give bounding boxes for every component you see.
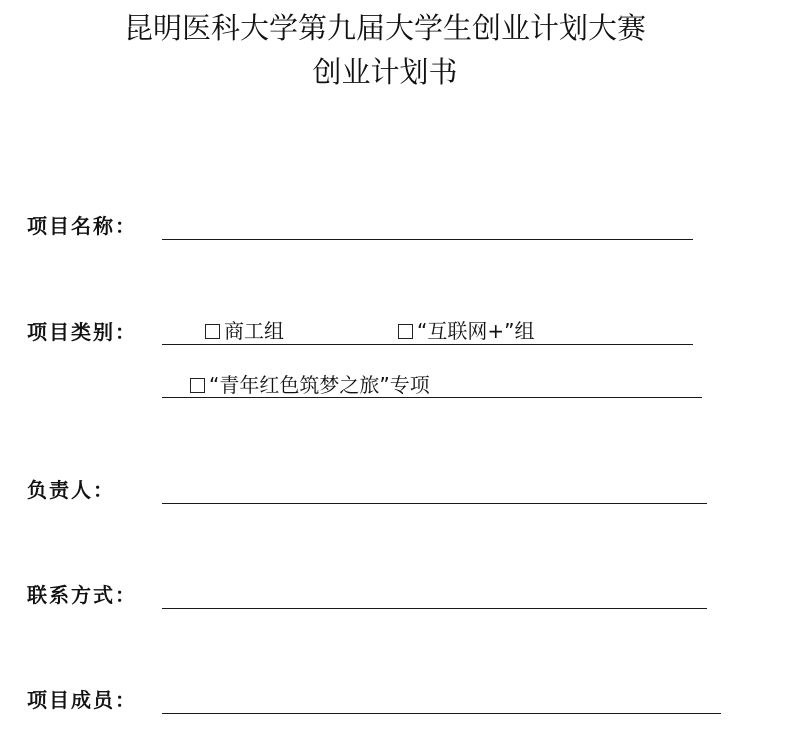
members-label: 项目成员： bbox=[27, 688, 137, 712]
project-category-line-1 bbox=[162, 344, 693, 345]
project-name-label: 项目名称： bbox=[27, 214, 137, 238]
category-option-red-journey-label: “青年红色筑梦之旅”专项 bbox=[209, 373, 430, 397]
contact-label: 联系方式： bbox=[27, 583, 137, 607]
category-option-business[interactable] bbox=[205, 318, 284, 344]
leader-label: 负责人： bbox=[27, 478, 115, 502]
category-option-business-label: 商工组 bbox=[224, 319, 284, 343]
category-option-red-journey[interactable] bbox=[190, 372, 430, 398]
project-category-line-2 bbox=[162, 397, 702, 398]
project-category-label: 项目类别： bbox=[27, 320, 137, 344]
category-option-internet-plus[interactable] bbox=[398, 318, 534, 344]
project-name-input[interactable] bbox=[162, 239, 693, 240]
category-option-internet-plus-label: “互联网+”组 bbox=[417, 319, 535, 343]
document-title: 昆明医科大学第九届大学生创业计划大赛 bbox=[123, 11, 646, 45]
contact-input[interactable] bbox=[162, 608, 707, 609]
checkbox-icon[interactable] bbox=[190, 378, 205, 393]
members-input[interactable] bbox=[162, 713, 721, 714]
document-subtitle: 创业计划书 bbox=[312, 55, 458, 89]
leader-input[interactable] bbox=[162, 503, 707, 504]
checkbox-icon[interactable] bbox=[398, 324, 413, 339]
checkbox-icon[interactable] bbox=[205, 324, 220, 339]
